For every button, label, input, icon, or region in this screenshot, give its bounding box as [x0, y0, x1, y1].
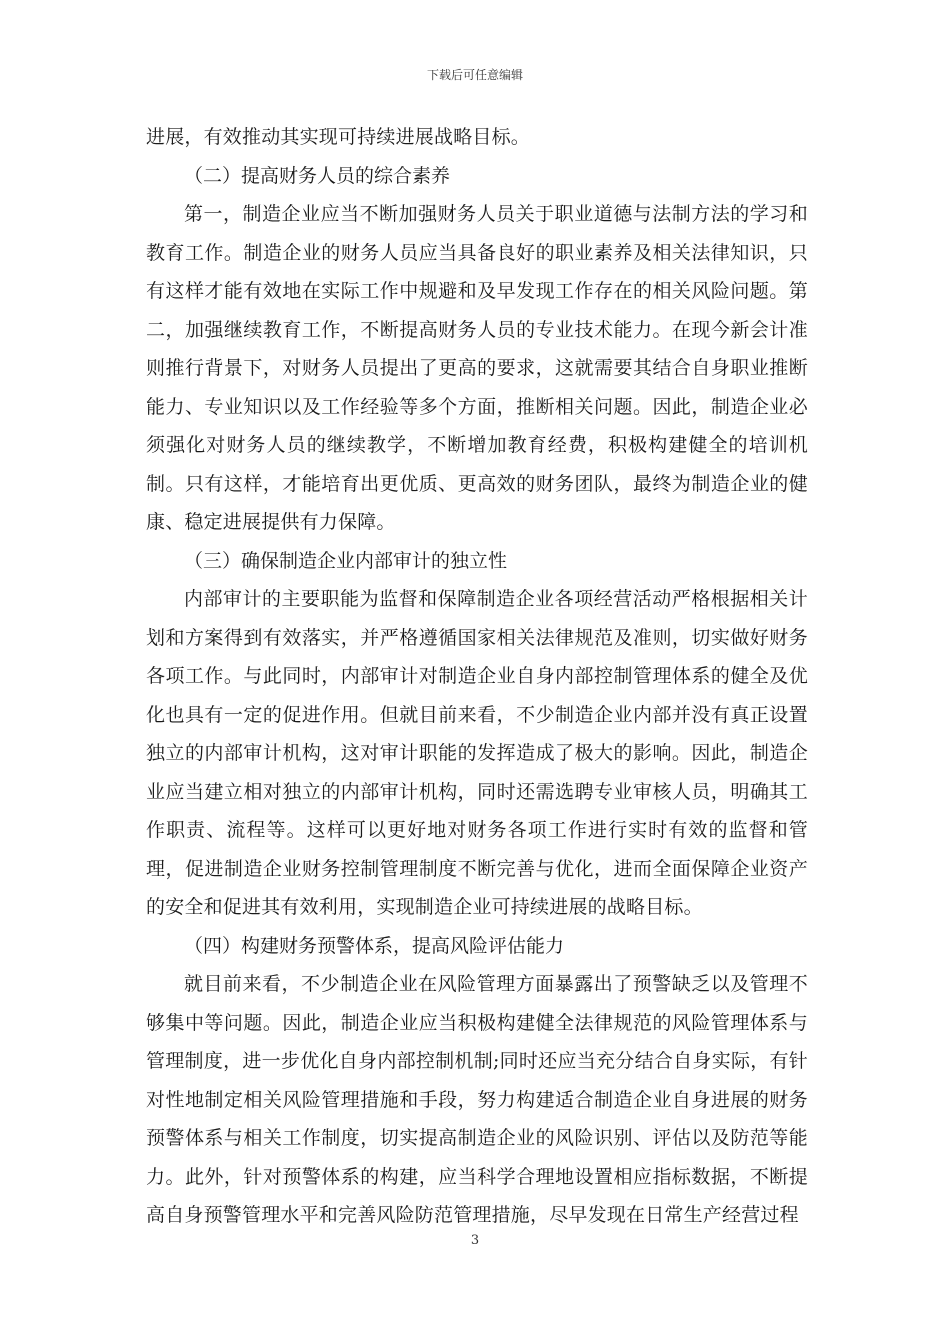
paragraph-internal-audit: 内部审计的主要职能为监督和保障制造企业各项经营活动严格根据相关计划和方案得到有效落实，并严格遵循国家相关法律规范及准则，切实做好财务各项工作。与此同时，内部审计对制造企业自身内部控制管理体系的健全及优化也具有一定的促进作用。但就目前来看，不少制造企业内部并没有真正设置独立的内部审计机构，这对审计职能的发挥造成了极大的影响。因此，制造企业应当建立相对独立的内部审计机构，同时还需选聘专业审核人员，明确其工作职责、流程等。这样可以更好地对财务各项工作进行实时有效的监督和管理，促进制造企业财务控制管理制度不断完善与优化，进而全面保障企业资产的安全和促进其有效利用，实现制造企业可持续进展的战略目标。	[146, 588, 808, 918]
paragraph-risk-warning: 就目前来看，不少制造企业在风险管理方面暴露出了预警缺乏以及管理不够集中等问题。因此，制造企业应当积极构建健全法律规范的风险管理体系与管理制度，进一步优化自身内部控制机制;同时还应当充分结合自身实际，有针对性地制定相关风险管理措施和手段，努力构建适合制造企业自身进展的财务预警体系与相关工作制度，切实提高制造企业的风险识别、评估以及防范等能力。此外，针对预警体系的构建，应当科学合理地设置相应指标数据，不断提高自身预警管理水平和完善风险防范管理措施，尽早发现在日常生产经营过程	[146, 973, 808, 1226]
paragraph-financial-staff: 第一，制造企业应当不断加强财务人员关于职业道德与法制方法的学习和教育工作。制造企业的财务人员应当具备良好的职业素养及相关法律知识，只有这样才能有效地在实际工作中规避和及早发现工作存在的相关风险问题。第二，加强继续教育工作，不断提高财务人员的专业技术能力。在现今新会计准则推行背景下，对财务人员提出了更高的要求，这就需要其结合自身职业推断能力、专业知识以及工作经验等多个方面，推断相关问题。因此，制造企业必须强化对财务人员的继续教学，不断增加教育经费，积极构建健全的培训机制。只有这样，才能培育出更优质、更高效的财务团队，最终为制造企业的健康、稳定进展提供有力保障。	[146, 203, 808, 533]
document-body	[146, 118, 808, 1235]
paragraph-continuation: 进展，有效推动其实现可持续进展战略目标。	[146, 126, 531, 148]
page-number: 3	[470, 1233, 480, 1248]
page-header: 下载后可任意编辑	[426, 68, 523, 82]
section-heading-4: （四）构建财务预警体系，提高风险评估能力	[184, 934, 565, 957]
section-heading-3: （三）确保制造企业内部审计的独立性	[184, 549, 508, 572]
section-heading-2: （二）提高财务人员的综合素养	[184, 164, 451, 187]
